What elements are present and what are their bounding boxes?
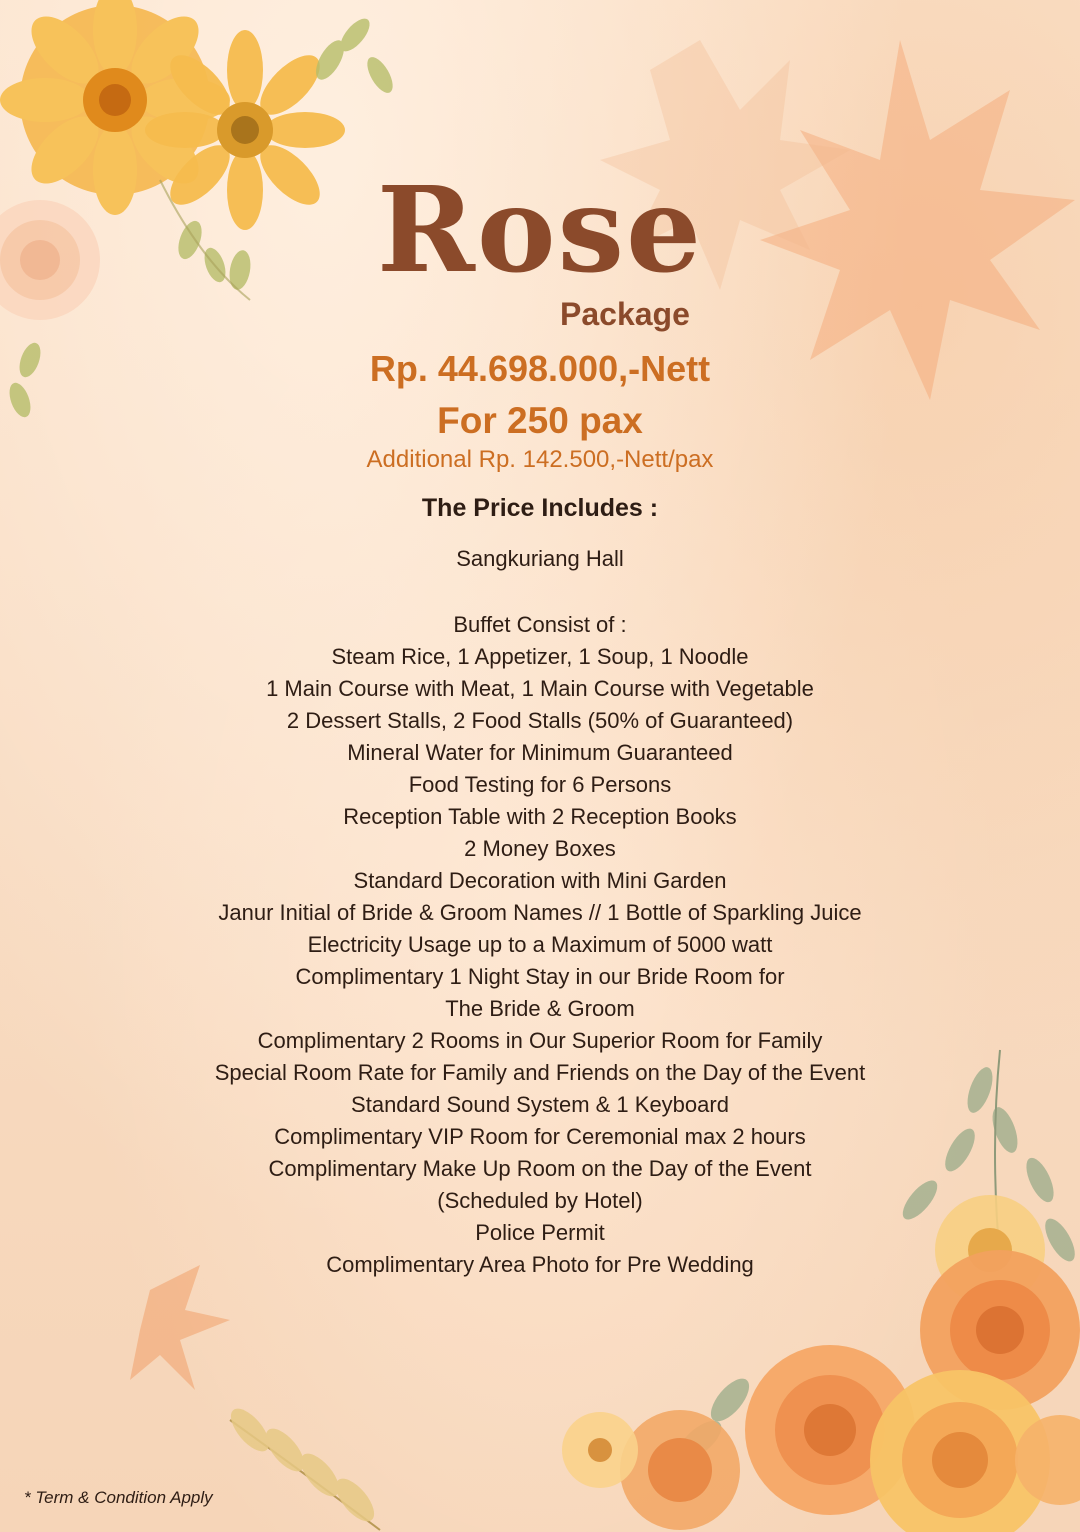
list-item: Complimentary VIP Room for Ceremonial max 2 hours [274,1124,806,1149]
list-item: 2 Money Boxes [464,836,616,861]
venue-hall: Sangkuriang Hall [456,546,624,571]
list-item: 1 Main Course with Meat, 1 Main Course with Vegetable [266,676,814,701]
includes-list [0,609,1080,1281]
list-item: The Bride & Groom [445,996,635,1021]
list-item: Electricity Usage up to a Maximum of 5000 watt [307,932,773,957]
list-item: 2 Dessert Stalls, 2 Food Stalls (50% of Guaranteed) [286,708,794,733]
list-item: Food Testing for 6 Persons [408,772,672,797]
list-item: Complimentary Make Up Room on the Day of the Event [268,1156,812,1181]
list-item: Steam Rice, 1 Appetizer, 1 Soup, 1 Noodle [331,644,749,669]
list-item: Mineral Water for Minimum Guaranteed [347,740,733,765]
list-item: Police Permit [475,1220,605,1245]
terms-note: * Term & Condition Apply [24,1488,213,1507]
list-item: Standard Sound System & 1 Keyboard [351,1092,729,1117]
list-item: Standard Decoration with Mini Garden [353,868,727,893]
list-item: Reception Table with 2 Reception Books [343,804,737,829]
list-item: (Scheduled by Hotel) [437,1188,643,1213]
list-item: Janur Initial of Bride & Groom Names // 1 Bottle of Sparkling Juice [218,900,862,925]
includes-heading: The Price Includes : [421,494,659,522]
branch-icon [224,1402,381,1530]
list-item: Special Room Rate for Family and Friends on the Day of the Event [214,1060,866,1085]
package-subtitle: Package [560,296,690,332]
list-item: Complimentary 1 Night Stay in our Bride Room for [295,964,785,989]
package-pax: For 250 pax [437,400,643,441]
additional-price: Additional Rp. 142.500,-Nett/pax [366,446,714,473]
list-item: Complimentary 2 Rooms in Our Superior Room for Family [257,1028,823,1053]
list-item: Complimentary Area Photo for Pre Wedding [326,1252,754,1277]
package-price: Rp. 44.698.000,-Nett [369,348,711,389]
autumn-leaf-icon [130,1265,230,1390]
package-title: Rose [376,160,704,299]
list-item: Buffet Consist of : [453,612,627,637]
